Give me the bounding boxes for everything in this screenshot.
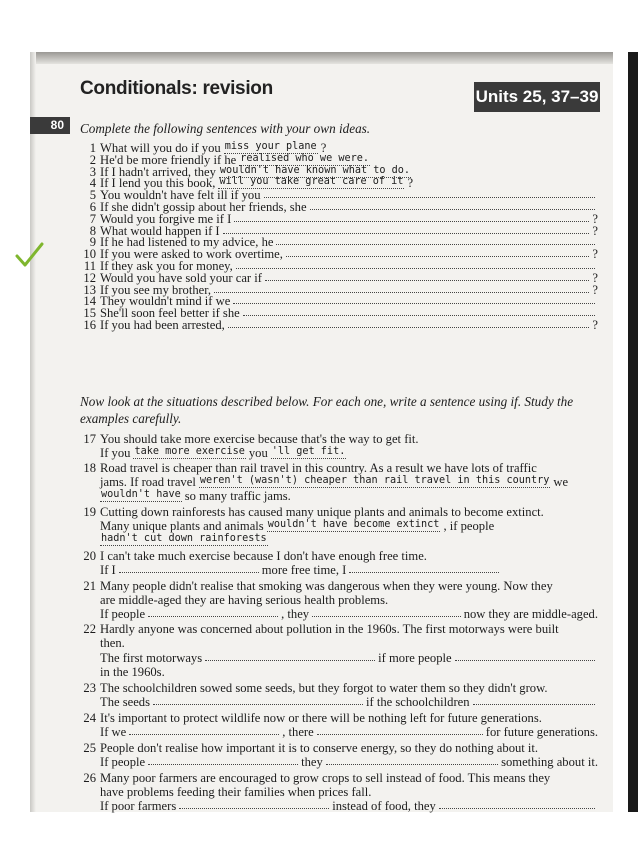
item-number: 2: [89, 152, 96, 167]
item-prompt: If you had been arrested,: [100, 318, 225, 332]
situation-26: 26 Many poor farmers are encouraged to grow crops to sell instead of food. This means they: [83, 771, 551, 785]
answer-blank[interactable]: [310, 200, 595, 210]
item-number: 5: [89, 188, 96, 203]
sentence-item: [78, 318, 598, 332]
item-number: 13: [83, 282, 96, 297]
situation-22-answer-cont: in the 1960s.: [100, 665, 165, 679]
situation-21-answer: If people , they now they are middle-aged.: [100, 607, 598, 621]
item-number: 1: [89, 141, 96, 155]
situation-18-answer: jams. If road travel weren't (wasn't) cheaper than rail travel in this country we: [100, 475, 569, 489]
book-spine: [628, 52, 638, 812]
exercise-number-badge: 80: [30, 117, 70, 134]
answer-blank[interactable]: [148, 607, 278, 617]
answer-blank[interactable]: [286, 247, 590, 257]
item-prompt: If I hadn't arrived, they: [100, 164, 216, 179]
situation-26-answer: If poor farmers instead of food, they: [78, 799, 598, 813]
item-prompt: If he had listened to my advice, he: [100, 235, 274, 250]
situation-24: 24 It's important to protect wildlife now or there will be nothing left for future generations.: [83, 711, 542, 725]
situation-23-answer: The seeds if the schoolchildren: [78, 695, 598, 709]
answer-blank[interactable]: [326, 755, 498, 765]
answer-blank[interactable]: [264, 188, 595, 198]
item-prompt: What will you do if you: [100, 141, 221, 155]
item-number: 14: [83, 294, 96, 309]
situation-19: 19 Cutting down rainforests has caused many unique plants and animals to become extinct.: [83, 505, 544, 519]
item-prompt: If I lend you this book,: [100, 176, 216, 191]
answer-blank[interactable]: [205, 651, 375, 661]
item-number: 9: [89, 235, 96, 250]
item-prompt: He'd be more friendly if he: [100, 152, 237, 167]
situation-19-answer: Many unique plants and animals wouldn't have become extinct , if people: [100, 519, 495, 533]
situation-21: 21 Many people didn't realise that smoking was dangerous when they were young. Now they: [83, 579, 553, 593]
instruction-part2: Now look at the situations described below. For each one, write a sentence using if. Study the examples carefully.: [80, 394, 574, 426]
handwritten-answer[interactable]: wouldn't have known what to do.: [219, 164, 411, 176]
situation-18: 18 Road travel is cheaper than rail travel in this country. As a result we have lots of traffic: [83, 461, 537, 475]
page-title: Conditionals: revision: [80, 78, 273, 99]
item-ending: ?: [592, 211, 598, 226]
situation-17-answer: If you take more exercise you 'll get fit.: [100, 446, 346, 460]
situation-26-line2: have problems feeding their families when prices fall.: [100, 785, 372, 799]
item-prompt: If you were asked to work overtime,: [100, 247, 283, 262]
answer-blank[interactable]: [234, 212, 589, 222]
situation-22: 22 Hardly anyone was concerned about pollution in the 1960s. The first motorways were built: [83, 622, 559, 636]
handwritten-answer[interactable]: realised who we were.: [240, 152, 370, 164]
answer-blank[interactable]: [214, 283, 589, 293]
situation-18-answer-cont: wouldn't have so many traffic jams.: [101, 489, 291, 503]
item-prompt: They wouldn't mind if we: [100, 294, 231, 309]
item-ending: ?: [592, 223, 598, 238]
situation-21-line2: are middle-aged they are having serious health problems.: [100, 593, 389, 607]
handwritten-answer[interactable]: take more exercise: [134, 446, 245, 457]
item-number: 3: [89, 164, 96, 179]
answer-blank[interactable]: [129, 725, 279, 735]
item-ending: ?: [407, 176, 414, 191]
situation-17: 17 You should take more exercise because that's the way to get fit.: [83, 432, 419, 446]
handwritten-answer[interactable]: weren't (wasn't) cheaper than rail travel in this country: [199, 475, 550, 486]
item-prompt: Would you have sold your car if: [100, 270, 262, 285]
answer-blank[interactable]: [312, 607, 461, 617]
situation-19-answer-cont: [78, 533, 598, 547]
answer-blank[interactable]: [148, 755, 298, 765]
situation-25-answer: If people they something about it.: [100, 755, 598, 769]
item-number: 8: [89, 223, 96, 238]
situation-20: 20 I can't take much exercise because I don't have enough free time.: [83, 549, 427, 563]
answer-blank[interactable]: [153, 695, 363, 705]
item-prompt: She'll soon feel better if she: [100, 306, 240, 321]
item-ending: ?: [592, 318, 598, 332]
situation-22-answer: The first motorways if more people: [78, 651, 598, 665]
page-top-shadow: [30, 52, 613, 64]
answer-blank[interactable]: [349, 563, 499, 573]
answer-blank[interactable]: [317, 725, 483, 735]
item-number: 11: [83, 259, 96, 273]
item-ending: ?: [592, 247, 598, 262]
answer-blank[interactable]: [243, 306, 595, 316]
answer-blank[interactable]: [119, 563, 259, 573]
item-number: 6: [89, 200, 96, 214]
answer-blank[interactable]: [439, 799, 595, 809]
item-prompt: If she didn't gossip about her friends, she: [100, 200, 307, 214]
handwritten-answer[interactable]: wouldn't have: [101, 489, 181, 500]
item-prompt: If you see my brother,: [100, 282, 212, 297]
situation-20-answer: If I more free time, I: [78, 563, 598, 577]
item-number: 12: [83, 270, 96, 285]
item-number: 16: [83, 318, 96, 332]
item-ending: ?: [592, 270, 598, 285]
situation-23: 23 The schoolchildren sowed some seeds, but they forgot to water them so they didn't grow.: [83, 681, 548, 695]
handwritten-answer[interactable]: 'll get fit.: [271, 446, 346, 457]
handwritten-answer[interactable]: miss your plane: [224, 141, 317, 152]
item-prompt: You wouldn't have felt ill if you: [100, 188, 261, 203]
handwritten-answer[interactable]: wouldn't have become extinct: [267, 519, 440, 530]
answer-blank[interactable]: [473, 695, 595, 705]
page-left-shadow: [30, 52, 36, 812]
check-mark-icon: [14, 240, 44, 270]
item-number: 15: [83, 306, 96, 321]
item-prompt: If they ask you for money,: [100, 259, 233, 273]
handwritten-answer[interactable]: hadn't cut down rainforests: [101, 533, 267, 544]
answer-blank[interactable]: [276, 235, 595, 245]
item-number: 4: [89, 176, 96, 191]
item-number: 7: [89, 211, 96, 226]
answer-blank[interactable]: [265, 271, 589, 281]
handwritten-answer[interactable]: will you take great care of it: [219, 176, 404, 188]
situation-25: 25 People don't realise how important it is to conserve energy, so they do nothing about it.: [83, 741, 539, 755]
units-badge: Units 25, 37–39: [474, 82, 600, 112]
answer-blank[interactable]: [233, 294, 595, 304]
situation-22-line2: then.: [100, 636, 125, 650]
item-number: 10: [83, 247, 96, 262]
item-ending: ?: [320, 141, 327, 155]
item-prompt: Would you forgive me if I: [100, 211, 232, 226]
situation-24-answer: If we , there for future generations.: [100, 725, 598, 739]
answer-blank[interactable]: [179, 799, 329, 809]
answer-blank[interactable]: [455, 651, 595, 661]
item-prompt: What would happen if I: [100, 223, 220, 238]
answer-blank[interactable]: [223, 224, 590, 234]
item-ending: ?: [592, 282, 598, 297]
answer-blank[interactable]: [236, 259, 595, 269]
instruction-part1: Complete the following sentences with your own ideas.: [80, 121, 371, 136]
answer-blank[interactable]: [228, 318, 590, 328]
